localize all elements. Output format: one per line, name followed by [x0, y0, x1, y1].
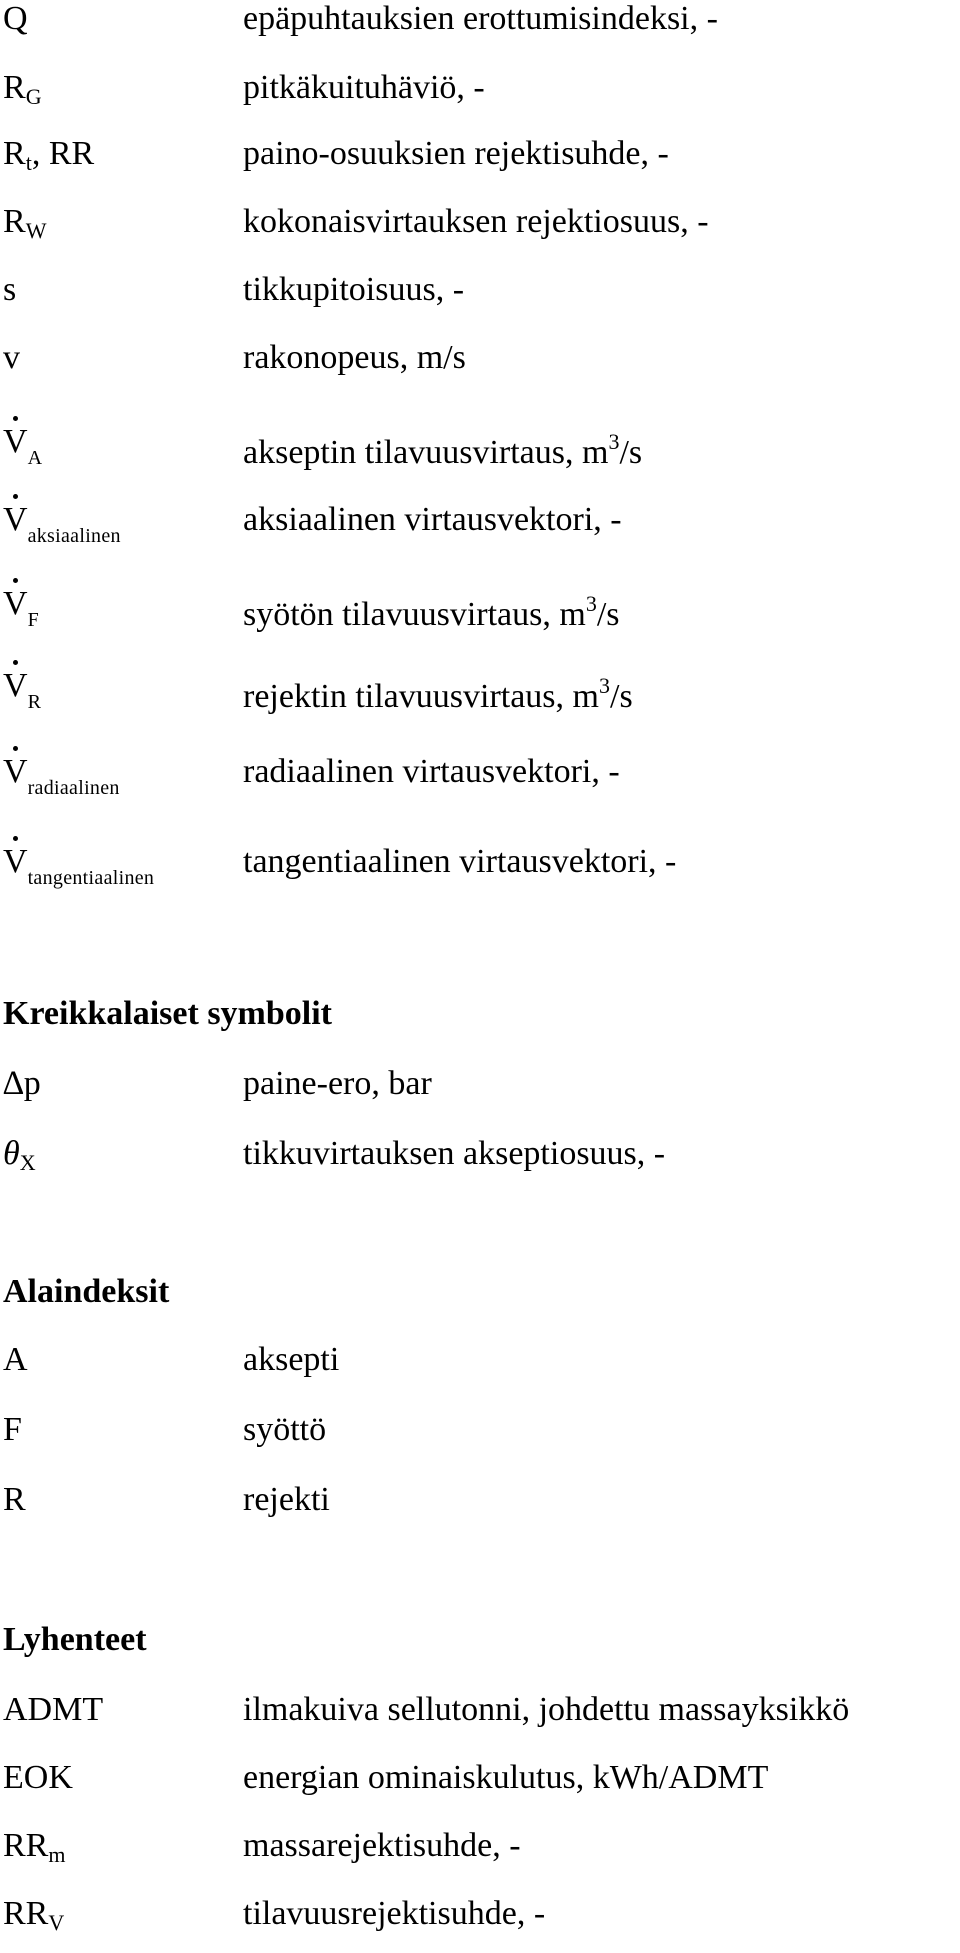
symbol: $V_R$: [3, 656, 41, 732]
symbol-row-vaksiaalinen: [0, 490, 960, 550]
symbol-row-vr: [0, 656, 960, 716]
subscript-row-a: [0, 1330, 960, 1390]
abbreviation-row-rrv: [0, 1884, 960, 1944]
greek-row-theta: [0, 1124, 960, 1184]
symbol-row-rt: [0, 124, 960, 184]
greek-row-dp: [0, 1054, 960, 1114]
symbol: $V_{aksiaalinen}$: [3, 490, 121, 566]
symbol-description: radiaalinen virtausvektori, -: [243, 753, 620, 790]
symbol: F: [3, 1411, 22, 1448]
dot-accent-icon: [13, 578, 18, 583]
symbol: $V_A$: [3, 412, 42, 488]
section-heading-subscripts: Alaindeksit: [3, 1273, 170, 1310]
symbol: $RR_m$: [3, 1827, 66, 1867]
symbol-description: rakonopeus, m/s: [243, 339, 466, 376]
symbol-description: syöttö: [243, 1411, 327, 1448]
symbol: $R_G$: [3, 69, 42, 109]
section-heading-greek: Kreikkalaiset symbolit: [3, 995, 332, 1032]
symbol: ADMT: [3, 1691, 104, 1728]
symbol: $R_W$: [3, 203, 47, 243]
symbol-row-q: [0, 0, 960, 49]
dot-accent-icon: [13, 746, 18, 751]
symbol: s: [3, 271, 17, 308]
symbol-description: paino-osuuksien rejektisuhde, -: [243, 135, 669, 172]
abbreviation-row-rrm: [0, 1816, 960, 1876]
symbol-description: massarejektisuhde, -: [243, 1827, 521, 1864]
symbol-description: aksepti: [243, 1341, 340, 1378]
dot-accent-icon: [13, 660, 18, 665]
symbol-description: tikkupitoisuus, -: [243, 271, 465, 308]
symbol-description: ilmakuiva sellutonni, johdettu massayksikkö: [243, 1691, 850, 1728]
symbol: EOK: [3, 1759, 73, 1796]
symbol: $RR_V$: [3, 1895, 65, 1935]
abbreviation-row-eok: [0, 1748, 960, 1808]
symbol-row-rg: [0, 58, 960, 118]
symbol-row-va: [0, 412, 960, 472]
symbol-row-v: [0, 328, 960, 388]
symbol-description: epäpuhtauksien erottumisindeksi, -: [243, 0, 718, 37]
symbol-description: rejekti: [243, 1481, 330, 1518]
symbol-row-vradiaalinen: [0, 742, 960, 802]
symbol-description: tikkuvirtauksen akseptiosuus, -: [243, 1135, 666, 1172]
symbol: Q: [3, 0, 28, 37]
symbol-row-s: [0, 260, 960, 320]
subscript-row-f: [0, 1400, 960, 1460]
symbol: $V_{radiaalinen}$: [3, 742, 120, 818]
symbol-description: pitkäkuituhäviö, -: [243, 69, 485, 106]
symbol: $\theta_X$: [3, 1135, 36, 1175]
symbol: $R_t$, RR: [3, 135, 95, 175]
symbol-description: akseptin tilavuusvirtaus, $m^3/s$: [243, 429, 643, 471]
dot-accent-icon: [13, 494, 18, 499]
subscript-row-r: [0, 1470, 960, 1530]
symbol: R: [3, 1481, 26, 1518]
symbol-description: syötön tilavuusvirtaus, $m^3/s$: [243, 591, 620, 633]
symbol-description: rejektin tilavuusvirtaus, $m^3/s$: [243, 673, 633, 715]
symbol-description: tangentiaalinen virtausvektori, -: [243, 843, 677, 880]
symbol: $V_{tangentiaalinen}$: [3, 832, 154, 908]
symbol-description: paine-ero, bar: [243, 1065, 432, 1102]
dot-accent-icon: [13, 836, 18, 841]
symbol: $V_F$: [3, 574, 39, 650]
symbol-description: tilavuusrejektisuhde, -: [243, 1895, 546, 1932]
symbol-row-vtangentiaalinen: [0, 832, 960, 892]
symbol: v: [3, 339, 20, 376]
symbol-row-vf: [0, 574, 960, 634]
symbol-description: kokonaisvirtauksen rejektiosuus, -: [243, 203, 709, 240]
section-heading-abbreviations: Lyhenteet: [3, 1621, 147, 1658]
symbol: ∆p: [3, 1065, 41, 1102]
symbol-description: aksiaalinen virtausvektori, -: [243, 501, 622, 538]
symbol-description: energian ominaiskulutus, kWh/ADMT: [243, 1759, 769, 1796]
abbreviation-row-admt: [0, 1680, 960, 1740]
symbol: A: [3, 1341, 28, 1378]
symbol-row-rw: [0, 192, 960, 252]
dot-accent-icon: [13, 416, 18, 421]
